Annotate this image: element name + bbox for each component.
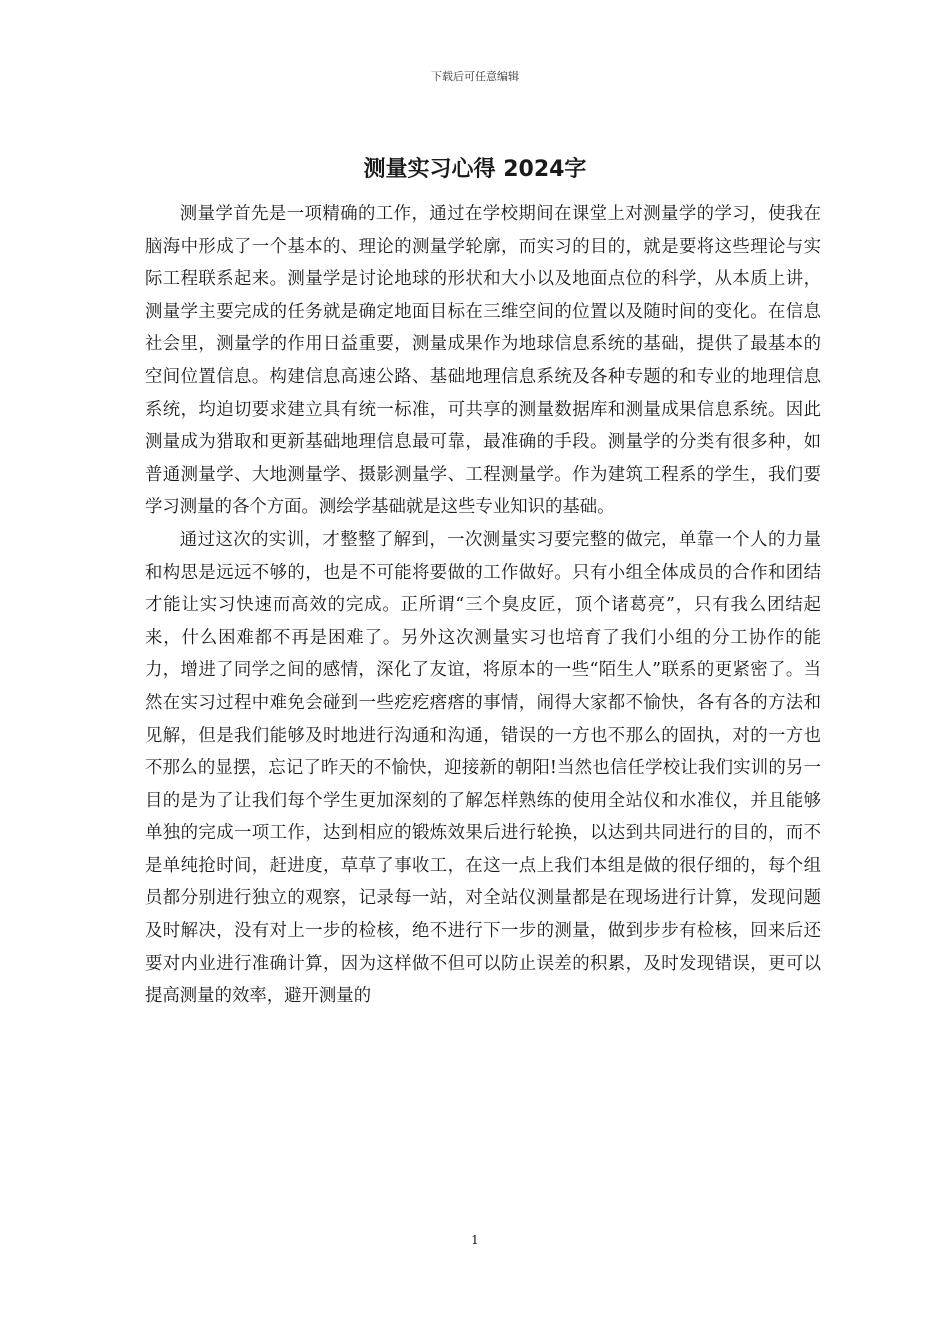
page-header-note: 下载后可任意编辑: [431, 70, 519, 83]
paragraph-2: 通过这次的实训，才整整了解到，一次测量实习要完整的做完，单靠一个人的力量和构思是远远不够的，也是不可能将要做的工作做好。只有小组全体成员的合作和团结才能让实习快速而高效的完成。正所谓“三个臭皮匠，顶个诸葛亮”，只有我么团结起来，什么困难都不再是困难了。另外这次测量实习也培育了我们小组的分工协作的能力，增进了同学之间的感情，深化了友谊，将原本的一些“陌生人”联系的更紧密了。当然在实习过程中难免会碰到一些疙疙瘩瘩的事情，闹得大家都不愉快，各有各的方法和见解，但是我们能够及时地进行沟通和沟通，错误的一方也不那么的固执，对的一方也不那么的显摆，忘记了昨天的不愉快，迎接新的朝阳!当然也信任学校让我们实训的另一目的是为了让我们每个学生更加深刻的了解怎样熟练的使用全站仪和水准仪，并且能够单独的完成一项工作，达到相应的锻炼效果后进行轮换，以达到共同进行的目的，而不是单纯抢时间，赶进度，草草了事收工，在这一点上我们本组是做的很仔细的，每个组员都分别进行独立的观察，记录每一站，对全站仪测量都是在现场进行计算，发现问题及时解决，没有对上一步的检核，绝不进行下一步的测量，做到步步有检核，回来后还要对内业进行准确计算，因为这样做不但可以防止误差的积累，及时发现错误，更可以提高测量的效率，避开测量的: [145, 529, 821, 1007]
document-title: 测量实习心得 2024字: [363, 157, 587, 182]
paragraph-1: 测量学首先是一项精确的工作，通过在学校期间在课堂上对测量学的学习，使我在脑海中形成了一个基本的、理论的测量学轮廓，而实习的目的，就是要将这些理论与实际工程联系起来。测量学是讨论地球的形状和大小以及地面点位的科学，从本质上讲，测量学主要完成的任务就是确定地面目标在三维空间的位置以及随时间的变化。在信息社会里，测量学的作用日益重要，测量成果作为地球信息系统的基础，提供了最基本的空间位置信息。构建信息高速公路、基础地理信息系统及各种专题的和专业的地理信息系统，均迫切要求建立具有统一标准，可共享的测量数据库和测量成果信息系统。因此测量成为猎取和更新基础地理信息最可靠，最准确的手段。测量学的分类有很多种，如普通测量学、大地测量学、摄影测量学、工程测量学。作为建筑工程系的学生，我们要学习测量的各个方面。测绘学基础就是这些专业知识的基础。: [145, 204, 821, 518]
page-number: 1: [471, 1233, 479, 1247]
document-body: [145, 198, 821, 1013]
